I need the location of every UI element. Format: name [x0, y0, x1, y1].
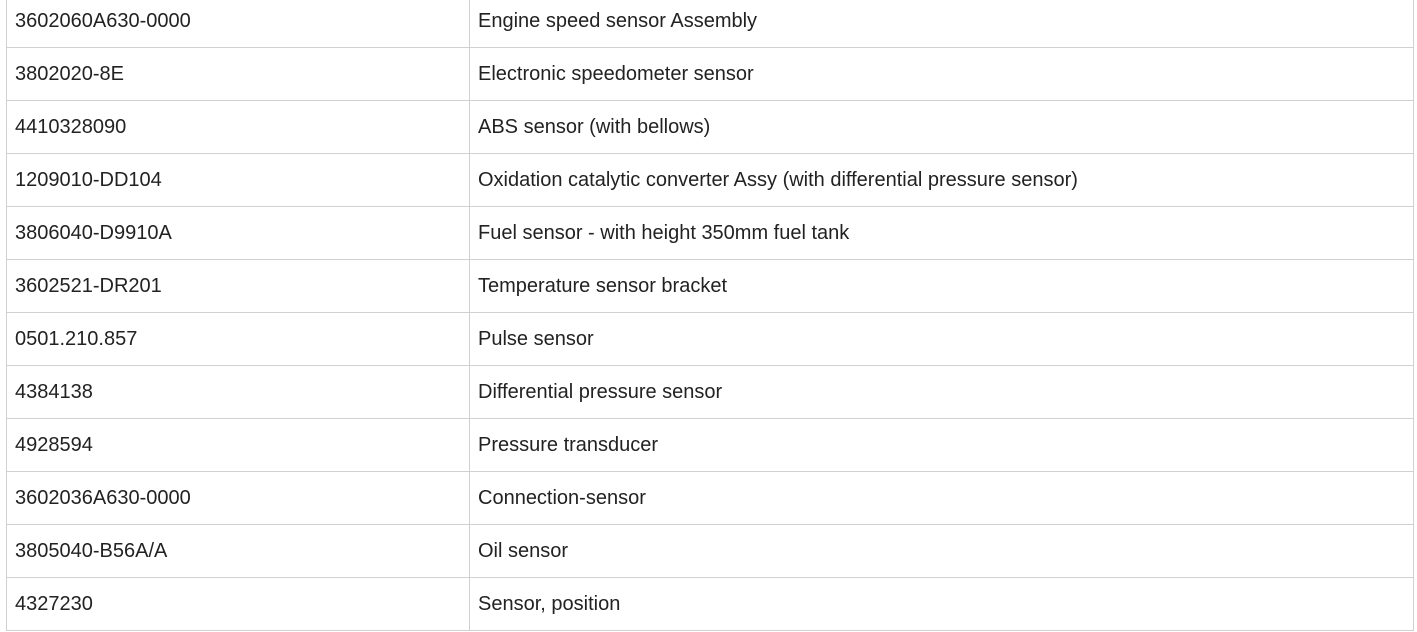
table-row	[7, 207, 1414, 260]
table-row	[7, 313, 1414, 366]
table-row	[7, 101, 1414, 154]
table-row	[7, 366, 1414, 419]
table-row	[7, 154, 1414, 207]
table-row	[7, 472, 1414, 525]
description-cell: Fuel sensor - with height 350mm fuel tank	[470, 207, 1414, 260]
part-number-cell: 4384138	[7, 366, 470, 419]
part-number-cell: 1209010-DD104	[7, 154, 470, 207]
description-cell: ABS sensor (with bellows)	[470, 101, 1414, 154]
table-row	[7, 0, 1414, 48]
part-number-cell: 3806040-D9910A	[7, 207, 470, 260]
part-number-cell: 3802020-8E	[7, 48, 470, 101]
part-number-cell: 3602036A630-0000	[7, 472, 470, 525]
table-row	[7, 578, 1414, 631]
part-number-cell: 4327230	[7, 578, 470, 631]
description-cell: Electronic speedometer sensor	[470, 48, 1414, 101]
table-row	[7, 419, 1414, 472]
description-cell: Differential pressure sensor	[470, 366, 1414, 419]
description-cell: Pressure transducer	[470, 419, 1414, 472]
description-cell: Oil sensor	[470, 525, 1414, 578]
table-row	[7, 260, 1414, 313]
description-cell: Oxidation catalytic converter Assy (with differential pressure sensor)	[470, 154, 1414, 207]
part-number-cell: 0501.210.857	[7, 313, 470, 366]
part-number-cell: 4928594	[7, 419, 470, 472]
parts-table-body	[7, 0, 1414, 631]
part-number-cell: 4410328090	[7, 101, 470, 154]
part-number-cell: 3602521-DR201	[7, 260, 470, 313]
table-row	[7, 48, 1414, 101]
description-cell: Temperature sensor bracket	[470, 260, 1414, 313]
table-row	[7, 525, 1414, 578]
description-cell: Sensor, position	[470, 578, 1414, 631]
part-number-cell: 3602060A630-0000	[7, 0, 470, 48]
part-number-cell: 3805040-B56A/A	[7, 525, 470, 578]
description-cell: Pulse sensor	[470, 313, 1414, 366]
description-cell: Engine speed sensor Assembly	[470, 0, 1414, 48]
parts-table	[6, 0, 1414, 631]
description-cell: Connection-sensor	[470, 472, 1414, 525]
